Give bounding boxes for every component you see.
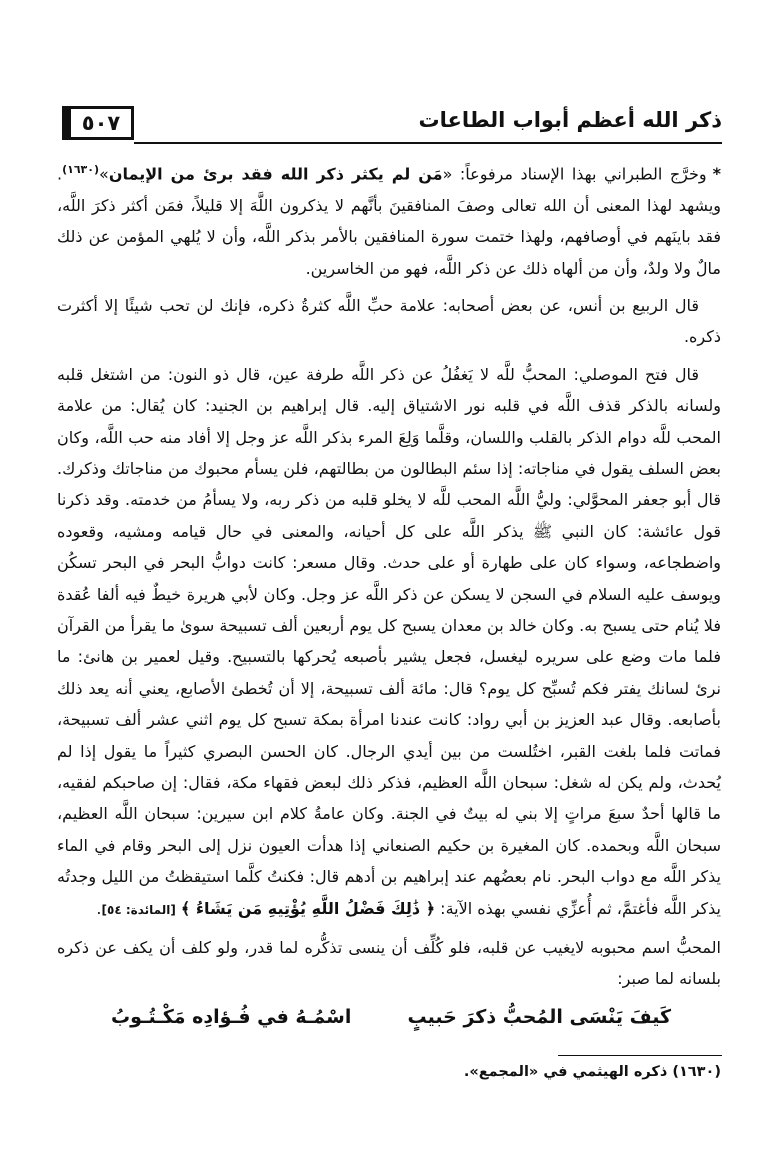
running-title: ذكر الله أعظم أبواب الطاعات [418,108,722,132]
footnote: (١٦٣٠) ذكره الهيثمي في «المجمع». [463,1064,721,1080]
poetry-hemistich-second: اسْمُـهُ في فُـؤادِه مَكْـتُـوبُ [111,1006,352,1028]
verse-reference: [المائدة: ٥٤] [101,902,176,917]
paragraph-4: المحبُّ اسم محبوبه لايغيب عن قلبه، فلو كُلِّف أن ينسى تذكُّره لما قدر، ولو كلف أن يكف عن ذكره بلسانه لما صبر: [57,938,721,989]
main-text [57,154,721,1001]
paragraph-1 [57,154,721,284]
poetry-hemistich-first: كَيفَ يَنْسَى المُحبُّ ذكرَ حَبيبٍ [407,1006,671,1028]
paragraph-3 [57,359,721,926]
paragraph-1-rest: . ويشهد لهذا المعنى أن الله تعالى وصفَ المنافقينَ بأنَّهم لا يذكرون اللَّهَ إلا قليلاً، فمَن أكثر ذكرَ اللَّه، فقد باينَهم في أوصافهم، ولهذا ختمت سورة المنافقين بالأمر بذكر اللَّه، وأن لا يُلهي المؤمن عن ذلك مالٌ ولا ولدٌ، وأن من ألهاه ذلك عن ذكر اللَّه، فهو من الخاسرين. [57,164,721,278]
footnote-divider [558,1055,722,1056]
paragraph-2: قال الربيع بن أنس، عن بعض أصحابه: علامة حبِّ اللَّه كثرةُ ذكره، فإنك لن تحب شيئًا إلا أكثرت ذكره. [57,295,721,347]
poetry-verse [111,1006,671,1046]
quote-close: » [99,164,109,184]
footnote-reference: (١٦٣٠) [62,163,100,176]
page-number: ٥٠٧ [62,106,134,140]
hadith-quote: مَن لم يكثر ذكر الله فقد برئ من الإيمان [108,164,443,184]
quran-verse: ﴿ ذَٰلِكَ فَضْلُ اللَّهِ يُؤْتِيهِ مَن يَشَاءُ ﴾ [180,898,436,918]
star-marker: * [712,164,721,184]
paragraph-3-text: قال فتح الموصلي: المحبُّ للَّه لا يَغفُلُ عن ذكر اللَّه طرفة عين، قال ذو النون: من اشتغل قلبه ولسانه بالذكر قذف اللَّه في قلبه نور الاشتياق إليه. قال إبراهيم بن الجنيد: كان يُقال: من علامة المحب للَّه دوام الذكر بالقلب واللسان، وقلَّما وَلِعَ المرء بذكر اللَّه عز وجل إلا أفاد منه حب اللَّه، وكان بعض السلف يقول في مناجاته: إذا سئم البطالون من بطالتهم، فلن يسأم محبوك من مناجاتك وذكرك. قال أبو جعفر المحوَّلي: وليُّ اللَّه المحب للَّه لا يخلو قلبه من ذكر ربه، ولا يسأمُ من خدمته. وقد ذكرنا قول عائشة: كان النبي ﷺ يذكر اللَّه على كل أحيانه، والمعنى في حال قيامه ومشيه، وقعوده واضطجاعه، وسواء كان على طهارة أو على حدث. وقال مسعر: كانت دوابُّ البحر في البحر تسكُن ويوسف عليه السلام في السجن لا يسكن عن ذكر اللَّه عز وجل. وكان لأبي هريرة خيطٌ فيه ألفا عُقدة فلا يُنام حتى يسبح به. وكان خالد بن معدان يسبح كل يوم أربعين ألف تسبيحة سوىٰ ما يقرأ من القرآن فلما مات وضع على سريره ليغسل، فجعل يشير بأصبعه يُحركها بالتسبيح. وقيل لعمير بن هانئ: ما نرئ لسانك يفتر فكم تُسبِّح كل يوم؟ قال: مائة ألف تسبيحة، إلا أن تُخطئ الأصابع، يعني أنه يعد ذلك بأصابعه. وقال عبد العزيز بن أبي رواد: كانت عندنا امرأة بمكة تسبح كل يوم اثني عشر ألف تسبيحة، فماتت فلما بلغت القبر، اختُلست من بين أيدي الرجال. كان الحسن البصري كثيراً ما يقول إذا لم يُحدث، ولم يكن له شغل: سبحان اللَّه العظيم، فذكر ذلك لبعض فقهاء مكة، فقال: إن صاحبكم لفقيه، ما قالها أحدٌ سبعَ مراتٍ إلا بني له بيتٌ في الجنة. وكان عامةُ كلام ابن سيرين: سبحان اللَّه العظيم، سبحان اللَّه وبحمده. كان المغيرة بن حكيم الصنعاني إذا هدأت العيون نزل إلى البحر وقام في الماء يذكر اللَّه مع دواب البحر. نام بعضُهم عند إبراهيم بن أدهم قال: فكنتُ كلَّما استيقظتُ من الليل وجدتُه يذكر اللَّه فأغتمَّ، ثم أُعزِّي نفسي بهذه الآية: [57,364,721,918]
paragraph-3-tail: . [96,898,102,918]
page-header [62,102,722,146]
header-rule [134,142,722,144]
paragraph-1-intro: وخرَّج الطبراني بهذا الإسناد مرفوعاً: « [442,164,707,184]
